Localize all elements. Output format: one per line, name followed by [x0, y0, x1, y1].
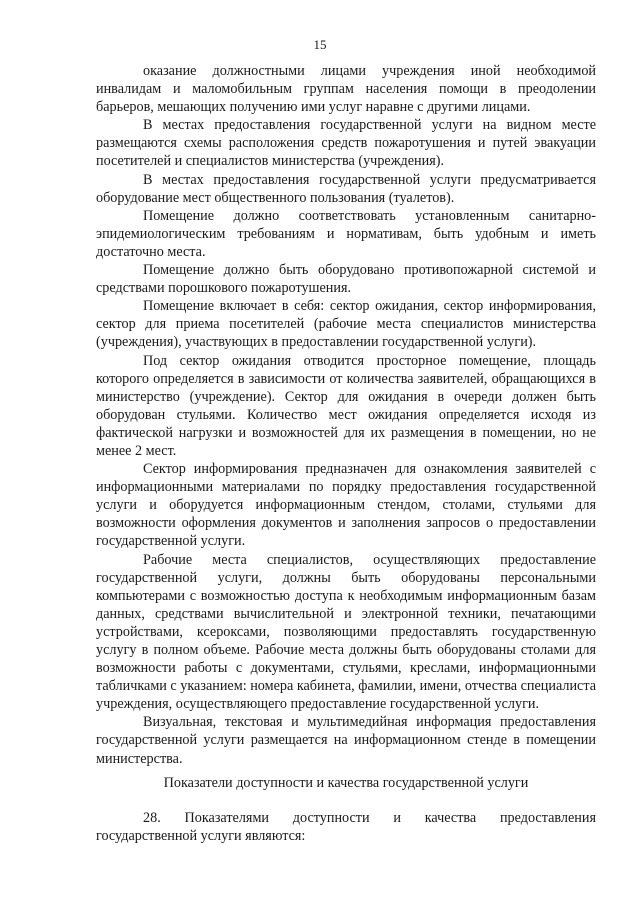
paragraph-fire-safety: Помещение должно быть оборудовано противопожарной системой и средствами порошкового пожаротушения. — [96, 262, 596, 297]
paragraph-visual-information: Визуальная, текстовая и мультимедийная информация предоставления государственной услуги размещается на информационном стенде в помещении министерства. — [96, 714, 596, 767]
paragraph-assistance: оказание должностными лицами учреждения иной необходимой инвалидам и маломобильным группам населения помощи в преодолении барьеров, мешающих получению ими услуг наравне с другими лицами. — [96, 63, 596, 116]
paragraph-information-sector: Сектор информирования предназначен для ознакомления заявителей с информационными материалами по порядку предоставления государственной услуги и оборудуется информационным стендом, столами, стульями для возможности оформления документов и заполнения запросов о предоставлении государственной услуги. — [96, 461, 596, 550]
numbered-item-28: 28. Показателями доступности и качества предоставления государственной услуги являются: — [96, 810, 596, 845]
page-number: 15 — [313, 37, 327, 52]
document-body — [96, 62, 596, 768]
paragraph-evacuation-schemes: В местах предоставления государственной услуги на видном месте размещаются схемы расположения средств пожаротушения и путей эвакуации посетителей и специалистов министерства (учреждения). — [96, 117, 596, 170]
paragraph-public-facilities: В местах предоставления государственной услуги предусматривается оборудование мест общественного пользования (туалетов). — [96, 171, 596, 206]
paragraph-sanitary-requirements: Помещение должно соответствовать установленным санитарно-эпидемиологическим требованиям и нормативам, быть удобным и иметь достаточно места. — [96, 207, 596, 260]
paragraph-workplaces: Рабочие места специалистов, осуществляющих предоставление государственной услуги, должны быть оборудованы персональными компьютерами с возможностью доступа к необходимым информационным базам данных, средствами вычислительной и электронной техники, печатающими устройствами, ксероксами, позволяющими предоставлять государственную услугу в полном объеме. Рабочие места должны быть оборудованы столами для возможности работы с документами, стульями, креслами, информационными табличками с указанием: номера кабинета, фамилии, имени, отчества специалиста учреждения, осуществляющего предоставление государственной услуги. — [96, 551, 597, 713]
paragraph-waiting-sector: Под сектор ожидания отводится просторное помещение, площадь которого определяется в зависимости от количества заявителей, обращающихся в министерство (учреждение). Сектор для ожидания в очереди должен быть оборудован стульями. Количество мест ожидания определяется исходя из фактической нагрузки и возможностей для их размещения в помещении, но не менее 2 мест. — [96, 352, 596, 459]
paragraph-room-sectors: Помещение включает в себя: сектор ожидания, сектор информирования, сектор для приема посетителей (рабочие места специалистов министерства (учреждения), участвующих в предоставлении государственной услуги). — [96, 298, 596, 351]
section-heading: Показатели доступности и качества государственной услуги — [163, 775, 529, 791]
